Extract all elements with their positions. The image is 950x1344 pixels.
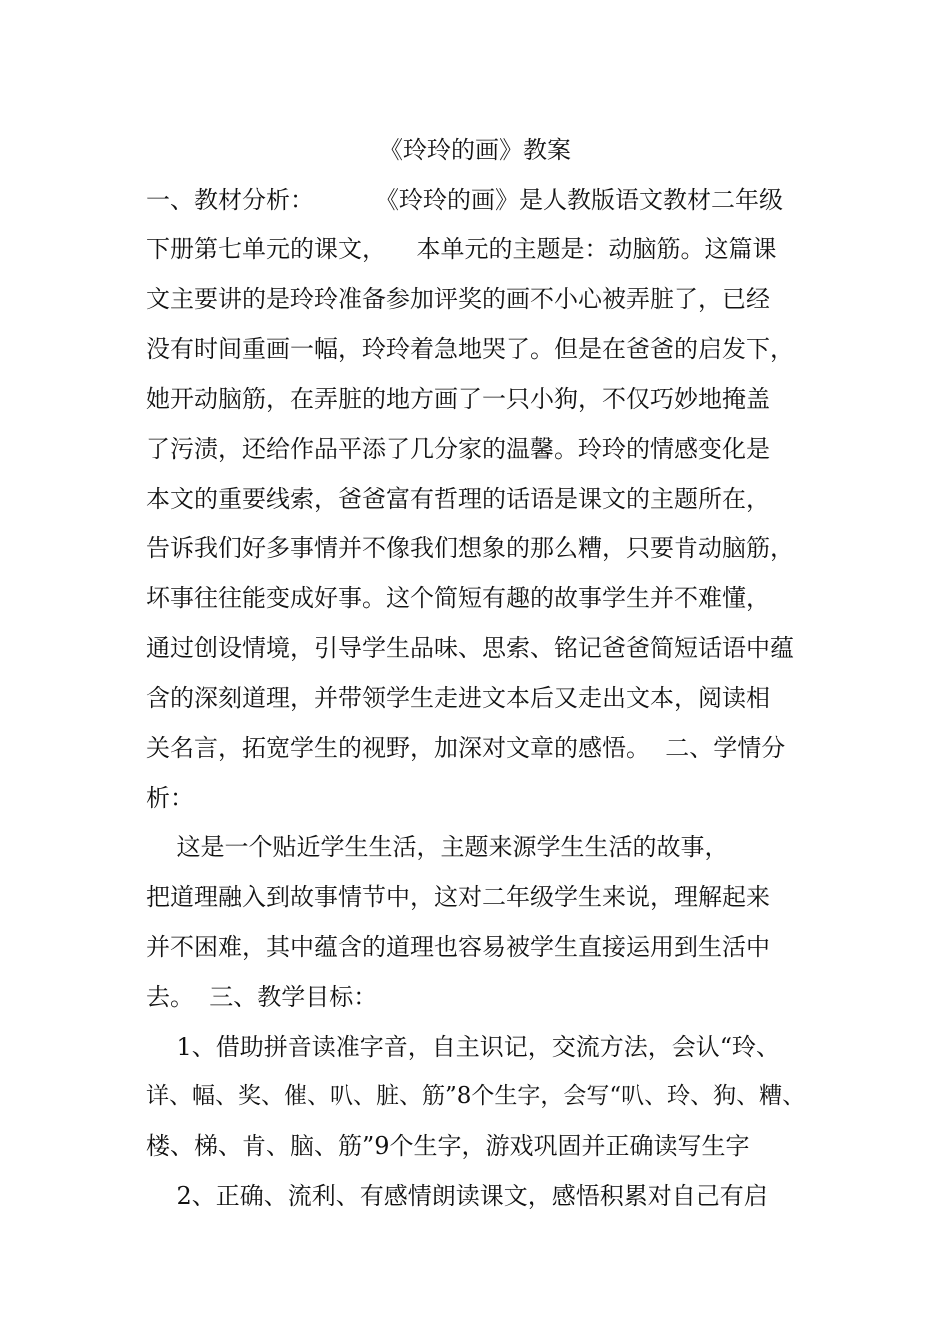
paragraph-line-12: 关名言，拓宽学生的视野，加深对文章的感悟。 二、学情分 [146, 734, 786, 762]
paragraph-line-10: 通过创设情境，引导学生品味、思索、铭记爸爸简短话语中蕴 [146, 634, 794, 662]
paragraph-line-6: 了污渍，还给作品平添了几分家的温馨。玲玲的情感变化是 [146, 435, 770, 463]
paragraph-line-16: 并不困难，其中蕴含的道理也容易被学生直接运用到生活中 [146, 933, 770, 961]
paragraph-line-8: 告诉我们好多事情并不像我们想象的那么糟，只要肯动脑筋， [146, 534, 794, 562]
paragraph-line-19: 详、幅、奖、催、叭、脏、筋”8个生字，会写“叭、玲、狗、糟、 [146, 1083, 806, 1109]
paragraph-line-4: 没有时间重画一幅，玲玲着急地哭了。但是在爸爸的启发下， [146, 335, 794, 363]
paragraph-line-3: 文主要讲的是玲玲准备参加评奖的画不小心被弄脏了，已经 [146, 285, 770, 313]
paragraph-line-2: 下册第七单元的课文， 本单元的主题是：动脑筋。这篇课 [146, 235, 777, 263]
paragraph-line-11: 含的深刻道理，并带领学生走进文本后又走出文本，阅读相 [146, 684, 770, 712]
document-title: 《玲玲的画》教案 [379, 136, 571, 164]
paragraph-line-20: 楼、梯、肯、脑、筋”9个生字，游戏巩固并正确读写生字 [146, 1132, 750, 1160]
paragraph-line-9: 坏事往往能变成好事。这个简短有趣的故事学生并不难懂， [146, 584, 770, 612]
paragraph-line-7: 本文的重要线索，爸爸富有哲理的话语是课文的主题所在， [146, 485, 770, 513]
paragraph-line-5: 她开动脑筋，在弄脏的地方画了一只小狗，不仅巧妙地掩盖 [146, 385, 770, 413]
paragraph-line-13: 析： [146, 784, 194, 812]
paragraph-line-18: 1、借助拼音读准字音，自主识记，交流方法，会认“玲、 [146, 1033, 781, 1061]
paragraph-line-21: 2、正确、流利、有感情朗读课文，感悟积累对自己有启 [146, 1182, 768, 1210]
paragraph-line-14: 这是一个贴近学生生活，主题来源学生生活的故事， [146, 833, 729, 861]
paragraph-line-15: 把道理融入到故事情节中，这对二年级学生来说，理解起来 [146, 883, 770, 911]
paragraph-line-1: 一、教材分析： 《玲玲的画》是人教版语文教材二年级 [146, 186, 784, 214]
paragraph-line-17: 去。 三、教学目标： [146, 983, 378, 1011]
